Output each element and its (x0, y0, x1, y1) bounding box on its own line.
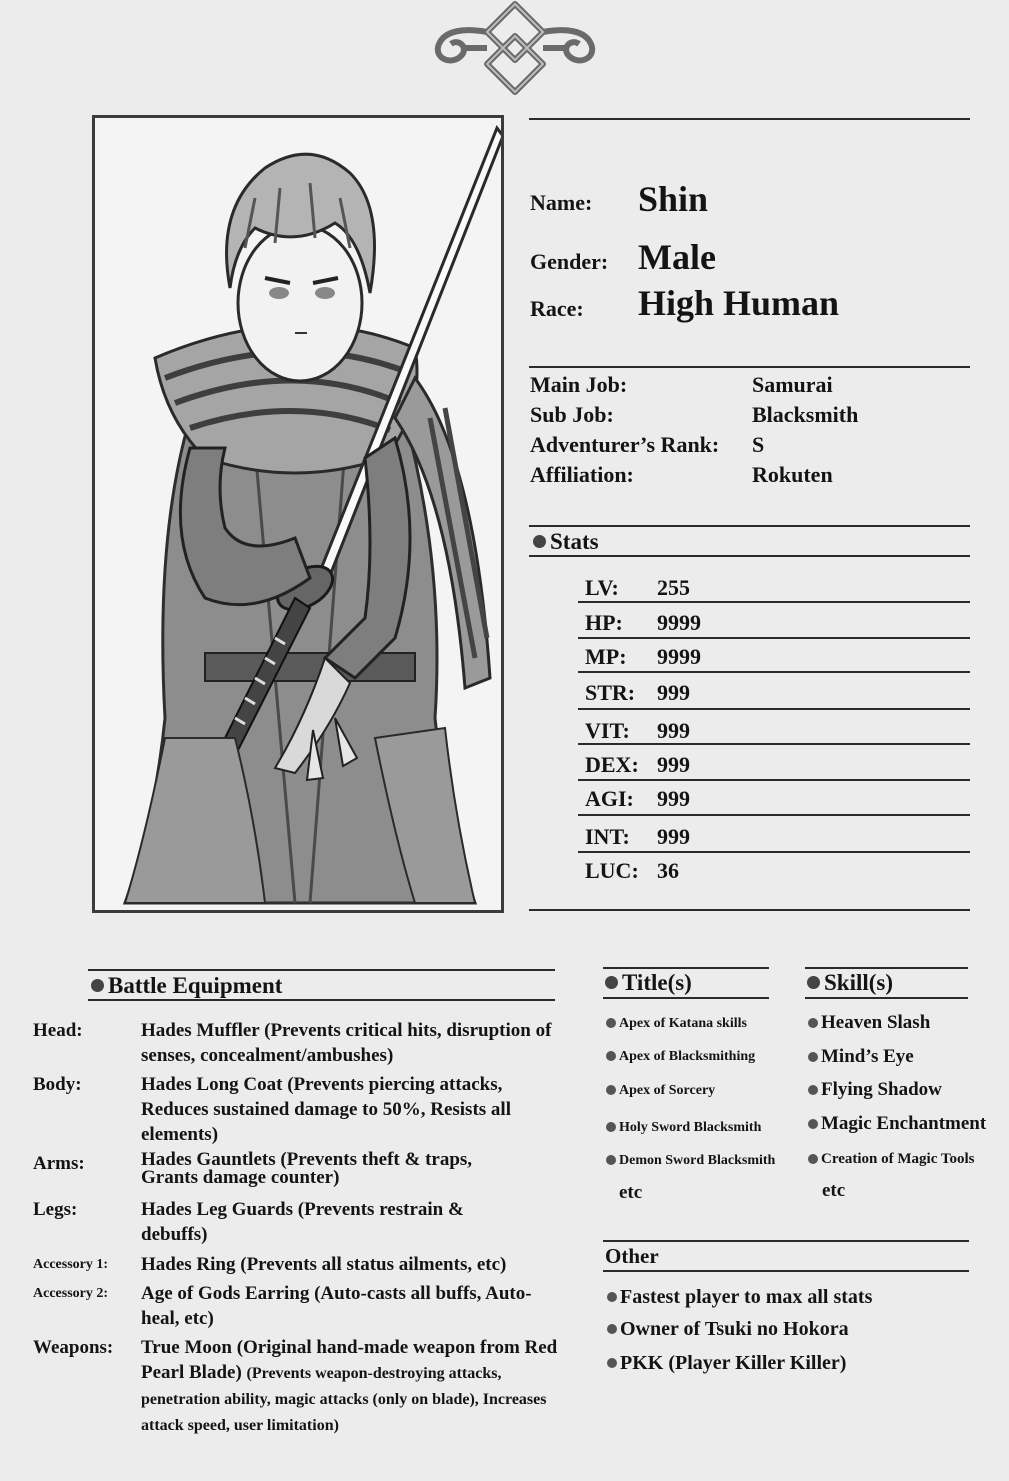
rule (578, 851, 970, 853)
rule (578, 601, 970, 603)
skills-etc: etc (822, 1180, 846, 1201)
bullet-icon (605, 976, 618, 989)
bullet-icon (807, 976, 820, 989)
job-label: Adventurer’s Rank: (530, 432, 720, 457)
equipment-label: Accessory 2: (33, 1286, 109, 1301)
job-label: Main Job: (530, 372, 628, 397)
equipment-label: Head: (33, 1020, 83, 1041)
bullet-icon (808, 1018, 818, 1028)
stat-value: 999 (657, 752, 690, 777)
rule (529, 366, 970, 368)
stat-value: 999 (657, 824, 690, 849)
gender-label: Gender: (530, 249, 609, 274)
stat-value: 999 (657, 680, 690, 705)
skill-item: Flying Shadow (808, 1079, 942, 1101)
rule (578, 814, 970, 816)
bullet-icon (606, 1085, 616, 1095)
stat-label: DEX: (585, 752, 639, 777)
stat-label: LUC: (585, 858, 639, 883)
stat-value: 255 (657, 575, 690, 600)
job-value: Blacksmith (752, 402, 859, 427)
name-label: Name: (530, 190, 593, 215)
other-item: PKK (Player Killer Killer) (607, 1352, 846, 1375)
rule (88, 969, 555, 971)
other-heading: Other (605, 1244, 659, 1268)
rule (603, 1270, 969, 1272)
titles-etc: etc (619, 1182, 643, 1203)
equipment-text: Hades Gauntlets (Prevents theft & traps, Grants damage counter) (141, 1149, 473, 1188)
bullet-icon (607, 1324, 617, 1334)
stat-value: 999 (657, 786, 690, 811)
other-item: Owner of Tsuki no Hokora (607, 1318, 849, 1341)
gender-value: Male (638, 237, 716, 277)
equipment-heading: Battle Equipment (91, 973, 282, 999)
rule (88, 999, 555, 1001)
job-label: Sub Job: (530, 402, 614, 427)
bullet-icon (606, 1122, 616, 1132)
title-item: Demon Sword Blacksmith (606, 1153, 775, 1169)
equipment-label: Weapons: (33, 1337, 114, 1358)
bullet-icon (607, 1292, 617, 1302)
title-item: Apex of Katana skills (606, 1016, 747, 1032)
stat-label: MP: (585, 644, 627, 669)
equipment-label: Legs: (33, 1199, 78, 1220)
name-value: Shin (638, 179, 709, 219)
equipment-text: Hades Ring (Prevents all status ailments, etc) (141, 1254, 507, 1275)
stat-value: 9999 (657, 644, 701, 669)
equipment-label: Body: (33, 1074, 82, 1095)
knot-ornament (425, 0, 605, 100)
equipment-text: Hades Long Coat (Prevents piercing attacks, Reduces sustained damage to 50%, Resists all elements) (141, 1074, 511, 1145)
rule (578, 708, 970, 710)
character-illustration (95, 118, 501, 910)
job-label: Affiliation: (530, 462, 634, 487)
stat-value: 9999 (657, 610, 701, 635)
other-item: Fastest player to max all stats (607, 1286, 872, 1309)
character-portrait (92, 115, 504, 913)
rule (529, 525, 970, 527)
stat-label: AGI: (585, 786, 634, 811)
title-item: Apex of Sorcery (606, 1083, 715, 1099)
rule (805, 967, 968, 969)
rule (603, 1240, 969, 1242)
bullet-icon (808, 1154, 818, 1164)
equipment-text: Age of Gods Earring (Auto-casts all buffs, Auto-heal, etc) (141, 1283, 532, 1329)
bullet-icon (91, 979, 104, 992)
title-item: Apex of Blacksmithing (606, 1049, 755, 1065)
rule (529, 118, 970, 120)
equipment-text: True Moon (Original hand-made weapon from Red Pearl Blade) (Prevents weapon-destroying attacks, penetration ability, magic attacks (only on blade), Increases attack speed, user limitation) (141, 1337, 558, 1434)
bullet-icon (808, 1052, 818, 1062)
skill-item: Magic Enchantment (808, 1113, 986, 1135)
rule (529, 909, 970, 911)
bullet-icon (606, 1155, 616, 1165)
stat-value: 999 (657, 718, 690, 743)
stat-label: INT: (585, 824, 630, 849)
title-item: Holy Sword Blacksmith (606, 1120, 761, 1136)
job-value: S (752, 432, 765, 457)
stat-label: LV: (585, 575, 619, 600)
rule (805, 997, 968, 999)
stat-value: 36 (657, 858, 679, 883)
bullet-icon (607, 1358, 617, 1368)
job-value: Rokuten (752, 462, 833, 487)
equipment-text: Hades Leg Guards (Prevents restrain & debuffs) (141, 1199, 464, 1245)
job-value: Samurai (752, 372, 833, 397)
skill-item: Creation of Magic Tools (808, 1151, 974, 1168)
equipment-label: Arms: (33, 1153, 85, 1174)
stat-label: STR: (585, 680, 636, 705)
bullet-icon (808, 1119, 818, 1129)
rule (578, 637, 970, 639)
skill-item: Mind’s Eye (808, 1046, 914, 1068)
stat-label: VIT: (585, 718, 630, 743)
bullet-icon (606, 1018, 616, 1028)
rule (603, 967, 769, 969)
rule (578, 671, 970, 673)
rule (603, 997, 769, 999)
race-value: High Human (638, 283, 840, 323)
rule (578, 779, 970, 781)
titles-heading: Title(s) (605, 970, 692, 996)
stats-heading: Stats (533, 529, 599, 555)
skills-heading: Skill(s) (807, 970, 893, 996)
skill-item: Heaven Slash (808, 1012, 930, 1034)
equipment-text: Hades Muffler (Prevents critical hits, disruption of senses, concealment/ambushes) (141, 1020, 552, 1066)
bullet-icon (606, 1051, 616, 1061)
bullet-icon (808, 1085, 818, 1095)
rule (529, 555, 970, 557)
equipment-label: Accessory 1: (33, 1257, 109, 1272)
bullet-icon (533, 535, 546, 548)
race-label: Race: (530, 296, 584, 321)
stat-label: HP: (585, 610, 623, 635)
rule (578, 743, 970, 745)
